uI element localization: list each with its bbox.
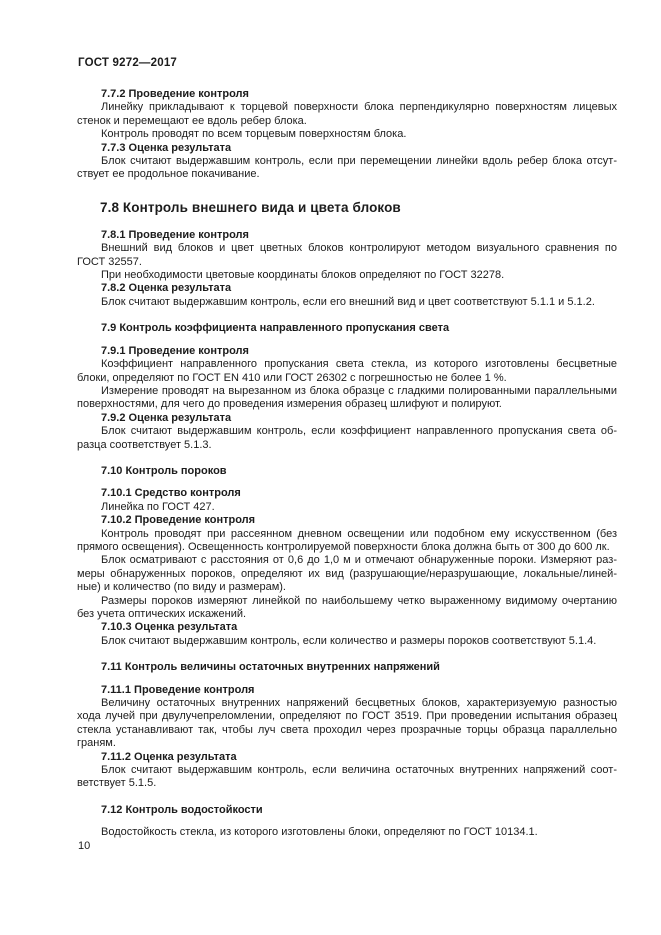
paragraph: Внешний вид блоков и цвет цветных блоков контролируют методом визуального сравнения по ГОСТ 32557. [77,242,617,268]
document-content [77,88,617,840]
paragraph: Измерение проводят на вырезанном из блока образце с гладкими полированными параллельными поверхностями, для чего до проведения измерения образец шлифуют и полируют. [77,384,617,411]
subsection-heading-7-8-2: 7.8.2 Оценка результата [101,282,232,295]
paragraph: Линейка по ГОСТ 427. [101,500,215,513]
section-heading-7-8: 7.8 Контроль внешнего вида и цвета блоков [100,199,401,215]
paragraph: Блок считают выдержавшим контроль, если величина остаточных внутренних напряжений соответствует 5.1.5. [77,764,617,790]
paragraph: Размеры пороков измеряют линейкой по наибольшему четко выраженному видимому очертанию без учета оптических искажений. [77,594,617,620]
paragraph: При необходимости цветовые координаты блоков определяют по ГОСТ 32278. [101,269,505,282]
section-heading-7-12: 7.12 Контроль водостойкости [101,803,263,816]
paragraph: Коэффициент направленного пропускания света стекла, из которого изготовлены бесцветные блоки, определяют по ГОСТ EN 410 или ГОСТ 26302 с погрешностью не более 1 %. [77,358,617,384]
subsection-heading-7-11-2: 7.11.2 Оценка результата [101,750,237,763]
paragraph: Блок считают выдержавшим контроль, если его внешний вид и цвет соответствуют 5.1.1 и 5.1.2. [101,295,595,308]
page-number: 10 [78,840,91,852]
paragraph: Блок считают выдержавшим контроль, если количество и размеры пороков соответствуют 5.1.4. [101,634,597,647]
paragraph: Блок осматривают с расстояния от 0,6 до 1,0 м и отмечают обнаруженные пороки. Измеряют размеры обнаруженных пороков, определяют их вид (разрушающие/неразрушающие, локальные/линейные) и количество (по виду и размерам). [77,554,617,594]
subsection-heading-7-11-1: 7.11.1 Проведение контроля [101,683,255,696]
paragraph: Водостойкость стекла, из которого изготовлены блоки, определяют по ГОСТ 10134.1. [101,826,538,839]
section-heading-7-10: 7.10 Контроль пороков [101,464,227,477]
subsection-heading-7-7-2: 7.7.2 Проведение контроля [101,88,249,100]
subsection-heading-7-9-2: 7.9.2 Оценка результата [101,411,232,424]
subsection-heading-7-9-1: 7.9.1 Проведение контроля [101,344,249,357]
section-heading-7-11: 7.11 Контроль величины остаточных внутренних напряжений [101,661,440,674]
paragraph: Блок считают выдержавшим контроль, если коэффициент направленного пропускания света образца соответствует 5.1.3. [77,425,617,451]
subsection-heading-7-10-1: 7.10.1 Средство контроля [101,487,241,500]
subsection-heading-7-7-3: 7.7.3 Оценка результата [101,141,232,154]
paragraph: Линейку прикладывают к торцевой поверхности блока перпендикулярно поверхностям лицевых стенок и перемещают ее вдоль ребер блока. [77,101,617,127]
document-header: ГОСТ 9272—2017 [78,57,178,69]
subsection-heading-7-10-2: 7.10.2 Проведение контроля [101,514,256,527]
subsection-heading-7-10-3: 7.10.3 Оценка результата [101,621,238,634]
paragraph: Контроль проводят по всем торцевым поверхностям блока. [101,128,407,141]
paragraph: Величину остаточных внутренних напряжений бесцветных блоков, характеризуемую разностью хода лучей при двулучепреломлении, определяют по ГОСТ 3519. При проведении испытания образец стекла устанавливают так, чтобы луч света проходил через прозрачные торцы образца параллельно граням. [77,697,617,750]
section-heading-7-9: 7.9 Контроль коэффициента направленного пропускания света [101,322,450,335]
subsection-heading-7-8-1: 7.8.1 Проведение контроля [101,228,249,241]
paragraph: Контроль проводят при рассеянном дневном освещении или подобном ему искусственном (без прямого освещения). Освещенность контролируемой поверхности блока должна быть от 300 до 600 лк. [77,527,617,553]
paragraph: Блок считают выдержавшим контроль, если при перемещении линейки вдоль ребер блока отсутствует ее продольное покачивание. [77,155,617,181]
